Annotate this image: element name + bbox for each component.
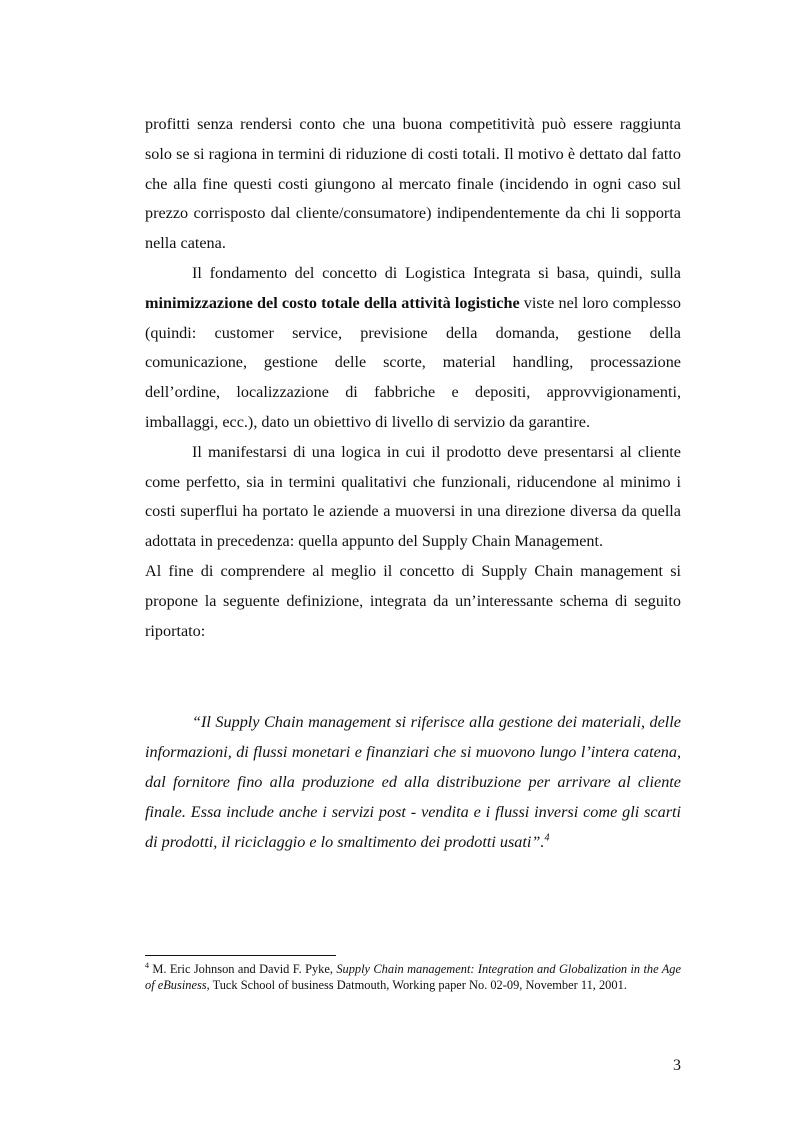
footnote-authors: M. Eric Johnson and David F. Pyke, bbox=[149, 962, 337, 976]
footnote-details: , Tuck School of business Datmouth, Working paper No. 02-09, November 11, 2001. bbox=[206, 977, 627, 992]
page-number: 3 bbox=[673, 1057, 681, 1074]
paragraph-1: profitti senza rendersi conto che una buona competitività può essere raggiunta solo se si ragiona in termini di riduzione di costi totali. Il motivo è dettato dal fatto che alla fine questi costi giungono al mercato finale (incidendo in ogni caso sul prezzo corrisposto dal cliente/consumatore) indipendentemente da chi li sopporta nella catena. bbox=[145, 115, 681, 253]
footnote-title: Supply Chain management: Integration and Globalization in the Age of eBusiness bbox=[145, 962, 681, 992]
footnote-marker: 4 bbox=[145, 960, 149, 970]
paragraph-2-rest: viste nel loro complesso (quindi: customer service, previsione della domanda, gestione della comunicazione, gestione delle scorte, material handling, processazione dell’ordine, localizzazione di fabbriche e depositi, approvvigionamenti, imballaggi, ecc.), dato un obiettivo di livello di servizio da garantire. bbox=[145, 293, 681, 431]
footnote bbox=[145, 962, 681, 993]
paragraph-3: Il manifestarsi di una logica in cui il prodotto deve presentarsi al cliente come perfetto, sia in termini qualitativi che funzionali, riducendone al minimo i costi superflui ha portato le aziende a muoversi in una direzione diversa da quella adottata in precedenza: quella appunto del Supply Chain Management. bbox=[145, 442, 681, 551]
footnote-divider bbox=[145, 955, 336, 956]
quote-text: “Il Supply Chain management si riferisce alla gestione dei materiali, delle informazioni, di flussi monetari e finanziari che si muovono lungo l’intera catena, dal fornitore fino alla produzione ed alla distribuzione per arrivare al cliente finale. Essa include anche i servizi post - vendita e i flussi inversi come gli scarti di prodotti, il riciclaggio e lo smaltimento dei prodotti usati”. bbox=[145, 713, 681, 851]
paragraph-2-bold: minimizzazione del costo totale della attività logistiche bbox=[145, 293, 520, 312]
paragraph-2-lead: Il fondamento del concetto di Logistica Integrata si basa, quindi, sulla bbox=[192, 263, 681, 282]
quote-footnote-ref[interactable]: 4 bbox=[544, 832, 550, 844]
paragraph-4: Al fine di comprendere al meglio il concetto di Supply Chain management si propone la seguente definizione, integrata da un’interessante schema di seguito riportato: bbox=[145, 561, 681, 640]
definition-quote bbox=[145, 707, 681, 857]
body-text bbox=[145, 110, 681, 646]
paragraph-2 bbox=[145, 259, 681, 438]
